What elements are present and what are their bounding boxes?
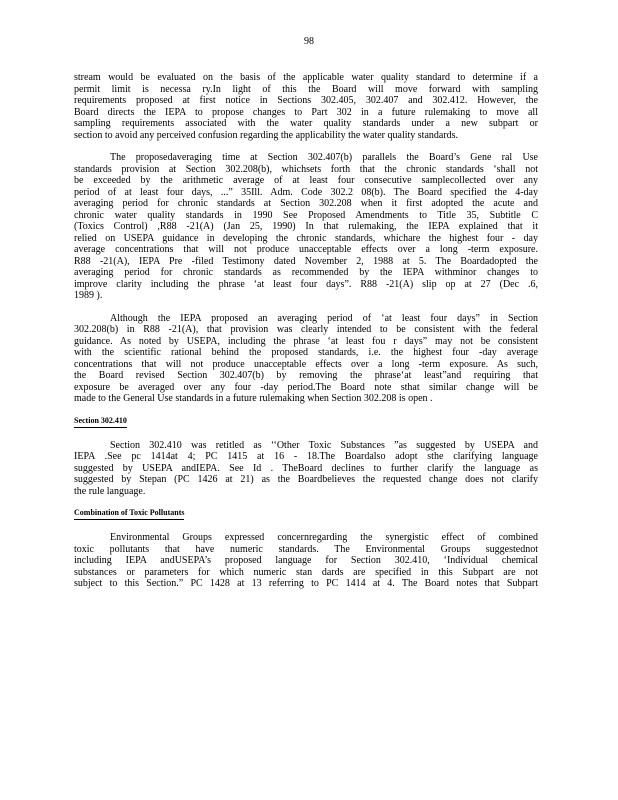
text-line: stream would be evaluated on the basis of the applicable water quality standard to determine if a <box>74 72 538 83</box>
text-line: averaging period for chronic standards as recommended by the IEPA withminor changes to <box>74 267 538 278</box>
text-line: relied on USEPA guidance in developing the chronic standards, whichare the highest four - day <box>74 232 538 244</box>
text-line: made to the General Use standards in a future rulemaking when Section 302.208 is open . <box>74 393 433 404</box>
text-line: Section 302.410 was retitled as ‘‘Other Toxic Substances ”as suggested by USEPA and <box>110 439 538 451</box>
paragraph-combination-toxics <box>74 532 538 590</box>
text-line: suggested by Stepan (PC 1426 at 21) as the Boardbelieves the requested change does not clarify <box>74 474 538 485</box>
text-line: R88 -21(A), IEPA Pre -filed Testimony dated November 2, 1988 at 5. The Boardadopted the <box>74 255 538 267</box>
text-line: IEPA .See pc 1414at 4; PC 1415 at 16 - 18.The Boardalso adopt sthe clarifying language <box>74 451 538 462</box>
text-line: permit limit is necessa ry.In light of this the Board will move forward with sampling <box>74 83 538 95</box>
section-heading-text: Combination of Toxic Pollutants <box>74 508 184 520</box>
text-line: The proposedaveraging time at Section 302.407(b) parallels the Board’s Gene ral Use <box>110 152 538 163</box>
text-line: the Board revised Section 302.407(b) by removing the phrase‘at least”and requiring that <box>74 370 538 381</box>
text-line: average concentrations that will not produce unacceptable effects over a long -term exposure. <box>74 244 538 255</box>
text-line: toxic pollutants that have numeric standards. The Environmental Groups suggestednot <box>74 543 538 555</box>
paragraph-section-302-410 <box>74 440 538 498</box>
text-line: guidance. As noted by USEPA, including the phrase ‘at least fou r days” may not be consistent <box>74 335 538 347</box>
text-line: 302.208(b) in R88 -21(A), that provision was clearly intended to be consistent with the federal <box>74 324 538 335</box>
text-line: the rule language. <box>74 485 146 497</box>
section-heading <box>74 508 538 520</box>
text-line: with the scientific rational behind the proposed standards, i.e. the highest four -day average <box>74 347 538 358</box>
text-line: Board directs the IEPA to propose changes to Part 302 in a future rulemaking to move all <box>74 106 538 118</box>
text-line: (Toxics Control) ,R88 -21(A) (Jan 25, 1990) In that rulemaking, the IEPA explained that it <box>74 221 538 232</box>
text-line: improve clarity including the phrase ‘at least four days”. R88 -21(A) slip op at 27 (Dec .6, <box>74 278 538 290</box>
text-line: suggested by USEPA andIEPA. See Id . TheBoard declines to further clarify the language as <box>74 462 538 474</box>
text-line: 1989 ). <box>74 290 103 301</box>
text-line: averaging period for chronic standards at Section 302.208 when it first adopted the acute and <box>74 198 538 209</box>
text-line: substances or parameters for which numeric stan dards are specified in this Subpart are not <box>74 566 538 578</box>
text-line: section to avoid any perceived confusion regarding the applicability the water quality standards. <box>74 129 459 141</box>
text-line: period of at least four days, ...” 35Ill. Adm. Code 302.2 08(b). The Board specified the 4-day <box>74 186 538 198</box>
text-line: Environmental Groups expressed concernregarding the synergistic effect of combined <box>110 532 538 543</box>
text-line: concentrations that will not produce unacceptable effects over a long -term exposure. As such, <box>74 358 538 370</box>
section-heading <box>74 416 538 428</box>
text-line: standards provision at Section 302.208(b), whichsets forth that the chronic standards ‘shall not <box>74 163 538 175</box>
paragraph-averaging-time <box>74 152 538 302</box>
text-line: sampling requirements associated with the water quality standards under a new subpart or <box>74 118 538 129</box>
page-number: 98 <box>304 36 314 47</box>
section-heading-text: Section 302.410 <box>74 416 127 428</box>
text-line: requirements proposed at first notice in Sections 302.405, 302.407 and 302.412. However, the <box>74 95 538 106</box>
text-line: Although the IEPA proposed an averaging period of ‘at least four days” in Section <box>110 312 538 324</box>
text-line: including IEPA andUSEPA’s proposed language for Section 302.410, ‘Individual chemical <box>74 555 538 566</box>
paragraph-sampling-requirements <box>74 72 538 141</box>
text-line: be exceeded by the arithmetic average of at least four consecutive samplecollected over any <box>74 175 538 186</box>
text-line: subject to this Section.” PC 1428 at 13 referring to PC 1414 at 4. The Board notes that Subpart <box>74 578 538 589</box>
document-body <box>74 72 538 601</box>
text-line: chronic water quality standards in 1990 See Proposed Amendments to Title 35, Subtitle C <box>74 209 538 221</box>
text-line: exposure be averaged over any four -day period.The Board note sthat similar change will be <box>74 381 538 393</box>
paragraph-iepa-proposal <box>74 313 538 405</box>
